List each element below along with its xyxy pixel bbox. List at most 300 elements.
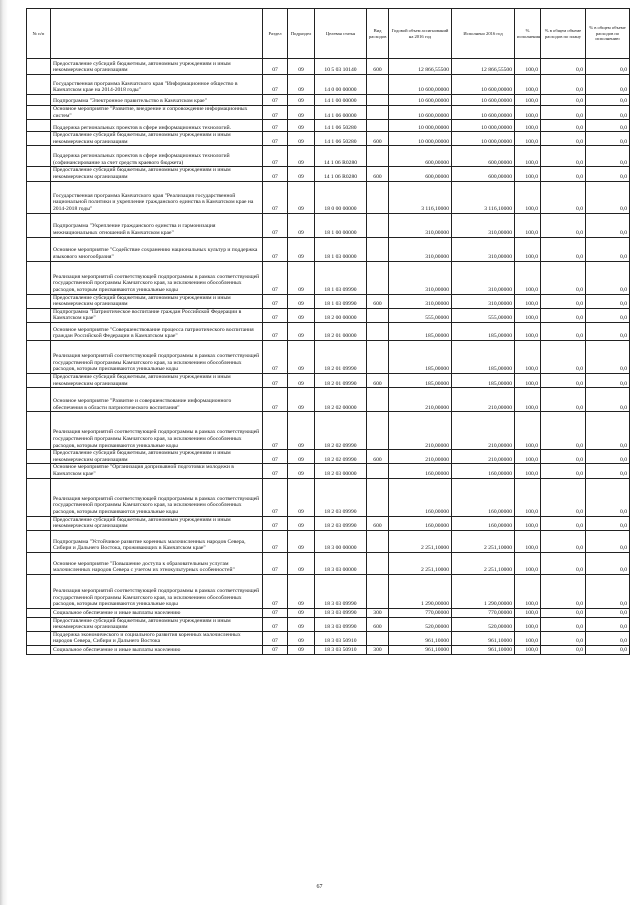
row-plan: 10 600,00000: [389, 95, 452, 106]
row-pct: 100,0: [515, 261, 541, 294]
table-row: [27, 450, 630, 464]
row-done: 12 866,55500: [452, 59, 515, 75]
row-razdel: 07: [263, 340, 288, 373]
row-number: [27, 181, 51, 213]
row-pct: 100,0: [515, 75, 541, 95]
row-vid: [367, 552, 389, 574]
row-target: 10 5 03 10140: [315, 59, 367, 75]
row-plan: 770,00000: [389, 608, 452, 617]
row-target: 14 1 00 00000: [315, 95, 367, 106]
row-podrazdel: 09: [288, 574, 315, 608]
row-podrazdel: 09: [288, 322, 315, 340]
row-podrazdel: 09: [288, 95, 315, 106]
row-number: [27, 574, 51, 608]
row-pct: 100,0: [515, 59, 541, 75]
row-number: [27, 478, 51, 516]
row-name: Предоставление субсидий бюджетным, автономным учреждениям и иным некоммерческим организациям: [51, 617, 263, 631]
row-podrazdel: 09: [288, 181, 315, 213]
row-podrazdel: 09: [288, 373, 315, 387]
row-podrazdel: 09: [288, 237, 315, 261]
col-header-pct-done: % в общем объеме расходов по исполнению: [586, 9, 630, 59]
row-pct-plan: 0,0: [541, 450, 586, 464]
row-done: 961,10000: [452, 646, 515, 655]
row-razdel: 07: [263, 181, 288, 213]
row-target: 18 3 03 09990: [315, 574, 367, 608]
row-pct: 100,0: [515, 95, 541, 106]
row-razdel: 07: [263, 412, 288, 450]
row-pct: 100,0: [515, 631, 541, 645]
row-pct: 100,0: [515, 294, 541, 308]
row-razdel: 07: [263, 478, 288, 516]
row-razdel: 07: [263, 516, 288, 530]
row-done: 310,00000: [452, 294, 515, 308]
row-razdel: 07: [263, 608, 288, 617]
row-number: [27, 608, 51, 617]
table-row: [27, 146, 630, 167]
row-pct-plan: 0,0: [541, 552, 586, 574]
row-vid: [367, 106, 389, 120]
row-name: Социальное обеспечение и иные выплаты населению: [51, 646, 263, 655]
col-header-number: № п/п: [27, 9, 51, 59]
row-podrazdel: 09: [288, 59, 315, 75]
row-pct-plan: 0,0: [541, 608, 586, 617]
row-razdel: 07: [263, 552, 288, 574]
row-plan: 160,00000: [389, 478, 452, 516]
row-name: Предоставление субсидий бюджетным, автономным учреждениям и иным некоммерческим организациям: [51, 167, 263, 181]
row-name: Подпрограмма "Укрепление гражданского единства и гармонизация межнациональных отношений в Камчатском крае": [51, 213, 263, 237]
row-podrazdel: 09: [288, 120, 315, 132]
row-vid: 600: [367, 59, 389, 75]
row-vid: [367, 213, 389, 237]
row-target: 14 1 06 R0280: [315, 167, 367, 181]
row-done: 600,00000: [452, 167, 515, 181]
row-done: 961,10000: [452, 631, 515, 645]
row-pct-plan: 0,0: [541, 237, 586, 261]
row-plan: 520,00000: [389, 617, 452, 631]
row-pct-plan: 0,0: [541, 322, 586, 340]
row-pct-plan: 0,0: [541, 464, 586, 478]
col-header-plan: Годовой объем ассигнований на 2016 год: [389, 9, 452, 59]
table-row: [27, 478, 630, 516]
row-pct: 100,0: [515, 388, 541, 412]
row-razdel: 07: [263, 237, 288, 261]
row-name: Предоставление субсидий бюджетным, автономным учреждениям и иным некоммерческим организациям: [51, 59, 263, 75]
row-done: 10 600,00000: [452, 95, 515, 106]
row-vid: [367, 95, 389, 106]
row-pct-done: 0,0: [586, 388, 630, 412]
row-pct: 100,0: [515, 530, 541, 552]
row-target: 18 3 03 00000: [315, 552, 367, 574]
row-pct: 100,0: [515, 322, 541, 340]
col-header-vid: Вид расходов: [367, 9, 389, 59]
row-plan: 310,00000: [389, 213, 452, 237]
row-target: 18 1 03 09990: [315, 294, 367, 308]
row-razdel: 07: [263, 464, 288, 478]
row-podrazdel: 09: [288, 213, 315, 237]
row-vid: [367, 530, 389, 552]
row-done: 10 600,00000: [452, 106, 515, 120]
row-razdel: 07: [263, 388, 288, 412]
row-target: 18 1 03 09990: [315, 261, 367, 294]
row-pct: 100,0: [515, 106, 541, 120]
row-pct-done: 0,0: [586, 95, 630, 106]
row-pct: 100,0: [515, 608, 541, 617]
row-razdel: 07: [263, 646, 288, 655]
row-done: 600,00000: [452, 146, 515, 167]
row-vid: [367, 75, 389, 95]
row-number: [27, 516, 51, 530]
row-name: Предоставление субсидий бюджетным, автономным учреждениям и иным некоммерческим организациям: [51, 294, 263, 308]
row-plan: 310,00000: [389, 294, 452, 308]
row-number: [27, 294, 51, 308]
row-target: 18 3 03 50910: [315, 631, 367, 645]
row-done: 310,00000: [452, 213, 515, 237]
row-number: [27, 106, 51, 120]
row-number: [27, 308, 51, 322]
row-pct-done: 0,0: [586, 237, 630, 261]
row-vid: [367, 464, 389, 478]
row-number: [27, 167, 51, 181]
row-podrazdel: 09: [288, 75, 315, 95]
row-vid: 600: [367, 373, 389, 387]
row-pct: 100,0: [515, 237, 541, 261]
row-plan: 555,00000: [389, 308, 452, 322]
row-vid: 600: [367, 617, 389, 631]
row-number: [27, 237, 51, 261]
row-name: Подпрограмма "Электронное правительство в Камчатском крае": [51, 95, 263, 106]
row-pct-done: 0,0: [586, 261, 630, 294]
row-plan: 310,00000: [389, 237, 452, 261]
row-target: 18 3 00 00000: [315, 530, 367, 552]
table-row: [27, 59, 630, 75]
row-pct: 100,0: [515, 574, 541, 608]
row-plan: 600,00000: [389, 167, 452, 181]
row-vid: [367, 631, 389, 645]
row-target: 18 2 03 09990: [315, 516, 367, 530]
row-done: 185,00000: [452, 322, 515, 340]
row-razdel: 07: [263, 95, 288, 106]
row-pct-done: 0,0: [586, 631, 630, 645]
row-pct-plan: 0,0: [541, 373, 586, 387]
row-plan: 1 290,00000: [389, 574, 452, 608]
row-done: 770,00000: [452, 608, 515, 617]
row-done: 555,00000: [452, 308, 515, 322]
row-pct-done: 0,0: [586, 530, 630, 552]
row-pct: 100,0: [515, 120, 541, 132]
row-name: Основное мероприятие "Содействие сохранению национальных культур и поддержка языкового многообразия": [51, 237, 263, 261]
col-header-pct-plan: % в общем объеме расходов по плану: [541, 9, 586, 59]
row-name: Основное мероприятие "Организация допризывной подготовки молодежи в Камчатском крае": [51, 464, 263, 478]
row-vid: [367, 388, 389, 412]
row-pct-done: 0,0: [586, 464, 630, 478]
row-pct-done: 0,0: [586, 478, 630, 516]
row-podrazdel: 09: [288, 388, 315, 412]
row-plan: 2 251,10000: [389, 552, 452, 574]
row-pct-plan: 0,0: [541, 75, 586, 95]
row-number: [27, 631, 51, 645]
row-name: Реализация мероприятий соответствующей подпрограммы в рамках соответствующей государственной программы Камчатского края, за исключением обособленных расходов, которым присваиваются уникальные коды: [51, 340, 263, 373]
row-razdel: 07: [263, 308, 288, 322]
row-plan: 310,00000: [389, 261, 452, 294]
row-number: [27, 530, 51, 552]
row-target: 18 2 03 09990: [315, 478, 367, 516]
row-pct: 100,0: [515, 146, 541, 167]
row-name: Социальное обеспечение и иные выплаты населению: [51, 608, 263, 617]
row-name: Реализация мероприятий соответствующей подпрограммы в рамках соответствующей государственной программы Камчатского края, за исключением обособленных расходов, которым присваиваются уникальные коды: [51, 412, 263, 450]
row-vid: 600: [367, 132, 389, 146]
table-row: [27, 608, 630, 617]
row-number: [27, 322, 51, 340]
row-pct-plan: 0,0: [541, 631, 586, 645]
row-target: 18 3 03 50910: [315, 646, 367, 655]
row-done: 210,00000: [452, 388, 515, 412]
row-pct-done: 0,0: [586, 608, 630, 617]
table-row: [27, 373, 630, 387]
row-vid: [367, 181, 389, 213]
row-done: 1 290,00000: [452, 574, 515, 608]
row-pct-done: 0,0: [586, 516, 630, 530]
row-name: Реализация мероприятий соответствующей подпрограммы в рамках соответствующей государственной программы Камчатского края, за исключением обособленных расходов, которым присваиваются уникальные коды: [51, 261, 263, 294]
row-number: [27, 59, 51, 75]
row-podrazdel: 09: [288, 608, 315, 617]
row-number: [27, 450, 51, 464]
row-number: [27, 646, 51, 655]
row-razdel: 07: [263, 120, 288, 132]
row-pct: 100,0: [515, 132, 541, 146]
row-pct-done: 0,0: [586, 132, 630, 146]
row-pct-done: 0,0: [586, 146, 630, 167]
table-row: [27, 167, 630, 181]
row-number: [27, 146, 51, 167]
row-pct: 100,0: [515, 516, 541, 530]
row-vid: 300: [367, 646, 389, 655]
table-row: [27, 388, 630, 412]
row-podrazdel: 09: [288, 450, 315, 464]
row-pct-done: 0,0: [586, 373, 630, 387]
row-pct: 100,0: [515, 617, 541, 631]
table-header-row: [27, 9, 630, 59]
table-row: [27, 617, 630, 631]
table-row: [27, 530, 630, 552]
row-done: 520,00000: [452, 617, 515, 631]
row-podrazdel: 09: [288, 617, 315, 631]
row-pct-done: 0,0: [586, 213, 630, 237]
row-name: Поддержка региональных проектов в сфере информационных технологий (софинансирование за счет средств краевого бюджета): [51, 146, 263, 167]
row-name: Основное мероприятие "Совершенствование процесса патриотического воспитания граждан Российской Федерации в Камчатском крае": [51, 322, 263, 340]
row-target: 18 2 01 00000: [315, 322, 367, 340]
row-name: Поддержка экономического и социального развития коренных малочисленных народов Севера, Сибири и Дальнего Востока: [51, 631, 263, 645]
row-razdel: 07: [263, 631, 288, 645]
row-pct: 100,0: [515, 167, 541, 181]
row-done: 2 251,10000: [452, 552, 515, 574]
table-row: [27, 237, 630, 261]
row-podrazdel: 09: [288, 167, 315, 181]
row-podrazdel: 09: [288, 308, 315, 322]
row-number: [27, 340, 51, 373]
row-done: 310,00000: [452, 237, 515, 261]
row-name: Реализация мероприятий соответствующей подпрограммы в рамках соответствующей государственной программы Камчатского края, за исключением обособленных расходов, которым присваиваются уникальные коды: [51, 478, 263, 516]
table-row: [27, 106, 630, 120]
row-number: [27, 213, 51, 237]
row-target: 18 2 00 00000: [315, 308, 367, 322]
row-pct-done: 0,0: [586, 294, 630, 308]
row-plan: 10 600,00000: [389, 75, 452, 95]
row-pct: 100,0: [515, 213, 541, 237]
row-number: [27, 95, 51, 106]
row-plan: 600,00000: [389, 146, 452, 167]
row-pct-plan: 0,0: [541, 167, 586, 181]
row-pct-done: 0,0: [586, 574, 630, 608]
row-number: [27, 120, 51, 132]
row-pct-done: 0,0: [586, 340, 630, 373]
row-pct-done: 0,0: [586, 75, 630, 95]
row-pct-plan: 0,0: [541, 95, 586, 106]
row-plan: 961,10000: [389, 631, 452, 645]
row-pct: 100,0: [515, 552, 541, 574]
row-plan: 961,10000: [389, 646, 452, 655]
row-target: 14 0 00 00000: [315, 75, 367, 95]
row-pct-plan: 0,0: [541, 59, 586, 75]
row-pct: 100,0: [515, 340, 541, 373]
row-razdel: 07: [263, 59, 288, 75]
row-pct: 100,0: [515, 181, 541, 213]
row-number: [27, 261, 51, 294]
row-target: 18 3 03 09990: [315, 608, 367, 617]
table-row: [27, 412, 630, 450]
row-pct-plan: 0,0: [541, 530, 586, 552]
row-target: 14 1 06 50280: [315, 132, 367, 146]
row-pct-plan: 0,0: [541, 261, 586, 294]
col-header-podrazdel: Подраздел: [288, 9, 315, 59]
row-pct-done: 0,0: [586, 181, 630, 213]
row-vid: 300: [367, 608, 389, 617]
row-podrazdel: 09: [288, 631, 315, 645]
row-name: Реализация мероприятий соответствующей подпрограммы в рамках соответствующей государственной программы Камчатского края, за исключением обособленных расходов, которым присваиваются уникальные коды: [51, 574, 263, 608]
row-podrazdel: 09: [288, 530, 315, 552]
table-row: [27, 308, 630, 322]
row-plan: 2 251,10000: [389, 530, 452, 552]
row-done: 185,00000: [452, 340, 515, 373]
row-pct: 100,0: [515, 450, 541, 464]
row-number: [27, 373, 51, 387]
row-target: 18 2 02 00000: [315, 388, 367, 412]
row-done: 310,00000: [452, 261, 515, 294]
row-plan: 3 116,10000: [389, 181, 452, 213]
row-razdel: 07: [263, 450, 288, 464]
row-vid: [367, 146, 389, 167]
table-row: [27, 340, 630, 373]
row-podrazdel: 09: [288, 552, 315, 574]
row-plan: 10 000,00000: [389, 132, 452, 146]
row-plan: 160,00000: [389, 516, 452, 530]
row-vid: [367, 237, 389, 261]
row-razdel: 07: [263, 574, 288, 608]
row-vid: 600: [367, 294, 389, 308]
row-podrazdel: 09: [288, 146, 315, 167]
row-done: 160,00000: [452, 464, 515, 478]
row-number: [27, 412, 51, 450]
row-name: Предоставление субсидий бюджетным, автономным учреждениям и иным некоммерческим организациям: [51, 132, 263, 146]
row-target: 18 2 01 09990: [315, 340, 367, 373]
table-row: [27, 574, 630, 608]
table-row: [27, 261, 630, 294]
table-row: [27, 646, 630, 655]
table-row: [27, 213, 630, 237]
row-razdel: 07: [263, 146, 288, 167]
row-vid: 600: [367, 516, 389, 530]
col-header-name: [51, 9, 263, 59]
row-pct-plan: 0,0: [541, 340, 586, 373]
row-target: 18 2 02 09990: [315, 412, 367, 450]
row-target: 18 1 00 00000: [315, 213, 367, 237]
table-row: [27, 322, 630, 340]
col-header-target: Целевая статья: [315, 9, 367, 59]
row-vid: [367, 574, 389, 608]
row-podrazdel: 09: [288, 478, 315, 516]
row-name: Предоставление субсидий бюджетным, автономным учреждениям и иным некоммерческим организациям: [51, 516, 263, 530]
row-name: Поддержка региональных проектов в сфере информационных технологий.: [51, 120, 263, 132]
table-row: [27, 464, 630, 478]
row-pct-done: 0,0: [586, 167, 630, 181]
row-plan: 185,00000: [389, 340, 452, 373]
row-number: [27, 388, 51, 412]
row-pct-plan: 0,0: [541, 132, 586, 146]
row-pct-plan: 0,0: [541, 308, 586, 322]
row-pct-plan: 0,0: [541, 574, 586, 608]
row-target: 14 1 06 R0280: [315, 146, 367, 167]
row-name: Основное мероприятие "Развитие, внедрение и сопровождение информационных систем": [51, 106, 263, 120]
row-vid: [367, 322, 389, 340]
row-pct: 100,0: [515, 412, 541, 450]
row-plan: 10 000,00000: [389, 120, 452, 132]
row-vid: [367, 261, 389, 294]
row-podrazdel: 09: [288, 464, 315, 478]
row-pct-done: 0,0: [586, 59, 630, 75]
row-razdel: 07: [263, 294, 288, 308]
table-row: [27, 631, 630, 645]
row-vid: [367, 340, 389, 373]
col-header-pct: % исполнения: [515, 9, 541, 59]
row-target: 18 2 02 09990: [315, 450, 367, 464]
row-number: [27, 464, 51, 478]
table-row: [27, 181, 630, 213]
row-plan: 210,00000: [389, 388, 452, 412]
row-pct-done: 0,0: [586, 412, 630, 450]
row-razdel: 07: [263, 373, 288, 387]
row-number: [27, 552, 51, 574]
row-done: 10 600,00000: [452, 75, 515, 95]
table-row: [27, 132, 630, 146]
table-row: [27, 95, 630, 106]
row-plan: 185,00000: [389, 322, 452, 340]
row-name: Основное мероприятие "Повышение доступа к образовательным услугам малочисленных народов Севера с учетом их этнокультурных особенностей": [51, 552, 263, 574]
col-header-razdel: Раздел: [263, 9, 288, 59]
row-number: [27, 132, 51, 146]
row-pct-plan: 0,0: [541, 120, 586, 132]
col-header-done: Исполнено 2016 год: [452, 9, 515, 59]
row-podrazdel: 09: [288, 646, 315, 655]
row-name: Государственная программа Камчатского края "Реализация государственной национальной политики и укрепление гражданского единства в Камчатском крае на 2014-2018 годы": [51, 181, 263, 213]
row-vid: [367, 120, 389, 132]
row-pct-done: 0,0: [586, 106, 630, 120]
row-razdel: 07: [263, 75, 288, 95]
row-pct: 100,0: [515, 646, 541, 655]
row-plan: 210,00000: [389, 450, 452, 464]
row-name: Основное мероприятие "Развитие и совершенствование информационного обеспечения в области патриотического воспитания": [51, 388, 263, 412]
row-target: 14 1 06 50280: [315, 120, 367, 132]
row-razdel: 07: [263, 261, 288, 294]
row-name: Подпрограмма "Патриотическое воспитание граждан Российской Федерации в Камчатском крае": [51, 308, 263, 322]
